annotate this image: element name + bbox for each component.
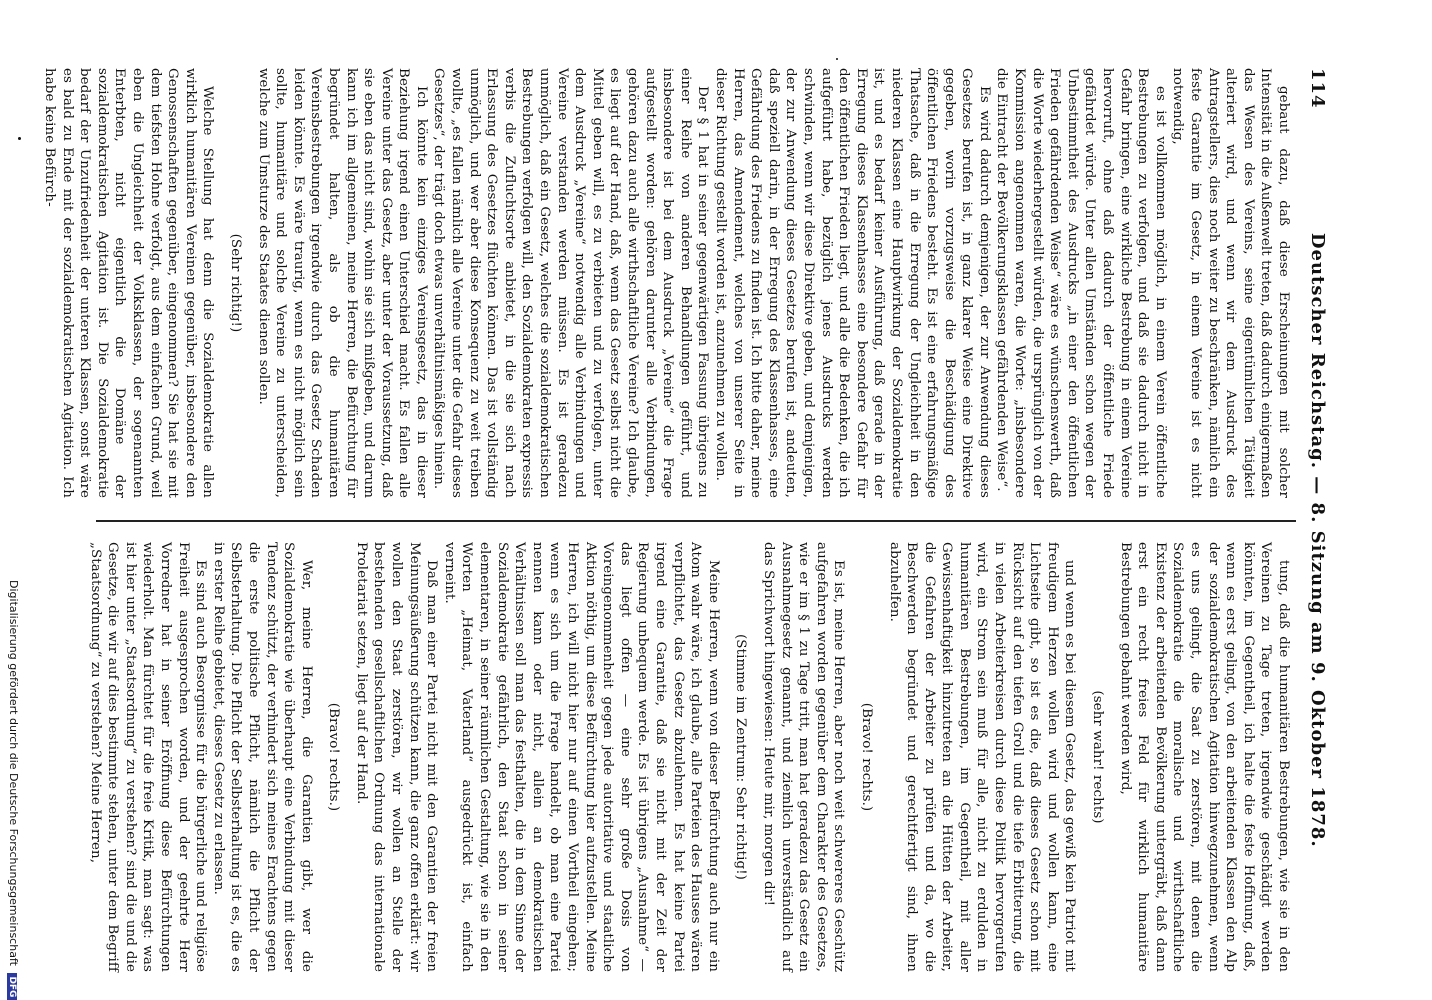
running-title: Deutscher Reichstag. — 8. Sitzung am 9. Oktober 1878. xyxy=(1307,232,1329,848)
paragraph: tung, daß die humanitären Bestrebungen, wie sie in den Vereinen zu Tage treten, irgendwie geschädigt werden könnten, im Gegentheil, ich halte die feste Hoffnung, daß, wenn es erst gelingt, von den arbeitenden Klassen den Alp der sozialdemokratischen Agitation hinwegzunehmen, wenn es uns gelingt, die Saat zu zerstören, mit denen die Sozialdemokratie die moralische und wirthschaftliche Existenz der arbeitenden Bevölkerung untergräbt, daß dann erst ein recht freies Feld für wirklich humanitäre Bestrebungen gebahnt werden wird, xyxy=(1117,542,1291,972)
right-column xyxy=(87,542,1292,972)
interjection: (sehr wahr! rechts) xyxy=(1090,690,1106,824)
dfg-logo: DFG xyxy=(7,973,17,1000)
paragraph: Der § 1 hat in seiner gegenwärtigen Fassung übrigens zu einer Reihe von anderen Behandlungen geführt, und insbesondere ist bei dem Ausdruck „Vereine“ die Frage aufgestellt worden: gehören darunter alle Verbindungen, gehören dazu auch alle wirthschaftliche Vereine? Ich glaube, es liegt auf der Hand, daß, wenn das Gesetz selbst nicht die Mittel geben will, es zu verbieten und zu verfolgen, unter dem Ausdruck „Vereine“ notwendig alle Verbindungen und Vereine verstanden werden müssen. Es ist geradezu unmöglich, daß ein Gesetz, welches die sozialdemokratischen Bestrebungen verfolgen will, den Sozialdemokraten expressis verbis die Zufluchtsorte anbietet, in die sie sich nach Erlassung des Gesetzes flüchten können. Das ist vollständig unmöglich, und wer aber diese Konsequenz zu weit treiben wollte, „es fallen nämlich alle Vereine unter die Gefahr dieses Gesetzes“, der trägt doch etwas unverhältnismäßiges hinein. xyxy=(431,68,711,498)
page-header xyxy=(1304,68,1332,972)
paragraph: Es sind auch Besorgnisse für die bürgerliche und religiöse Freiheit ausgesprochen worden, und der geehrte Herr Vorredner hat in seiner Eröffnung diese Befürchtungen wiederholt. Man fürchtet für die freie Kritik, man sagt: was ist hier unter „Staatsordnung“ zu verstehen? sind die und die Gesetze, die wir auf dies bestimmte stehen, unter dem Begriff „Staatsordnung“ zu verstehen? Meine Herren, xyxy=(87,542,209,972)
column-divider xyxy=(96,520,1296,522)
paragraph: Es wird dadurch demjenigen, der zur Anwendung dieses Gesetzes berufen ist, in ganz klarer Weise eine Direktive gegeben, worin vorzugsweise die Beschädigung des öffentlichen Friedens besteht. Es ist eine erfahrungsmäßige Thatsache, daß in die Erregung der Ungleichheit in den niederen Klassen eine Hauptwirkung der Sozialdemokratie ist, und es bedarf keiner Ausführung, daß gerade in der Erregung dieses Klassenhasses eine besondere Gefahr für den öffentlichen Frieden liegt, und alle die Bedenken, die ich aufgeführt habe, bezüglich jenes Ausdrucks werden schwinden, wenn wir diese Direktive geben, und demjenigen, der zur Anwendung dieses Gesetzes berufen ist, andeuten, daß speziell darin, in der Erregung des Klassenhasses, eine Gefährdung des Friedens zu finden ist. Ich bitte daher, meine Herren, das Amendement, welches von unserer Seite in dieser Richtung gestellt worden ist, anzunehmen zu wollen. xyxy=(713,68,992,498)
scan-speck xyxy=(18,137,21,140)
paragraph: Wer, meine Herren, die Garantien gibt, wer die Sozialdemokratie wie überhaupt eine Verbindung mit dieser Tendenz schützt, der verhindert sich meines Erachtens gegen die erste politische Pflicht, nämlich die Pflicht der Selbsterhaltung. Die Pflicht der Selbsterhaltung ist es, die es in erster Reihe gebietet, dieses Gesetz zu erlassen. xyxy=(210,542,314,972)
rotated-page-content xyxy=(42,68,1332,972)
interjection: (Bravo! rechts.) xyxy=(326,702,342,812)
scanned-page xyxy=(42,68,1332,972)
paragraph: und wenn es bei diesem Gesetz, das gewiß kein Patriot mit freudigem Herzen wollen wird und wollen kann, eine Lichtseite gibt, so ist es die, daß dieses Gesetz schon mit Rücksicht auf den tiefen Groll und die tiefe Erbitterung, die in vielen Arbeiterkreisen durch diese Politik hervorgerufen wird, ein Strom sein muß für alle, nicht zu erdulden in humanitären Bestrebungen, im Gegentheil, mit aller Gewissenhaftigkeit hinzutreten an die Hütten der Arbeiter, die Gefahren der Arbeiter zu prüfen und da, wo die Beschwerden begründet und gerechtfertigt sind, ihnen abzuhelfen. xyxy=(886,542,1078,972)
interjection: (Stimme im Zentrum: Sehr richtig!) xyxy=(733,633,749,881)
left-column xyxy=(42,68,1292,498)
scan-speck xyxy=(836,58,838,60)
paragraph: gebaut dazu, daß diese Erscheinungen mit solcher Intensität in die Außenwelt treten, daß dadurch einigermaßen das Wesen des Vereins, seine eigentümlichen Tätigkeit alteriert wird, und wenn wir dem Ausdruck des Antragstellers, dies noch weiter zu beschränken, nämlich ein feste Garantie im Gesetz, in einem Vereine ist es nicht notwendig, xyxy=(1170,68,1291,498)
paragraph: Welche Stellung hat denn die Sozialdemokratie allen wirklich humanitären Vereinen gegenüber, insbesondere den Genossenschaften gegenüber, eingenommen? Sie hat sie mit dem tiefsten Hohne verfolgt, aus dem einfachen Grund, weil eben die Ungleichheit der Volksklassen, der sogenannten Enterbten, nicht eigentlich die Domäne der sozialdemokratischen Agitation ist. Die Sozialdemokratie bedarf der Unzufriedenheit der unteren Klassen, sonst wäre es bald zu Ende mit der sozialdemokratischen Agitation. Ich habe keine Befürch- xyxy=(42,68,216,498)
digitization-footer xyxy=(0,580,22,1000)
interjection: (Bravo! rechts.) xyxy=(858,702,874,812)
paragraph: Meine Herren, wenn von dieser Befürchtung auch nur ein Atom wahr wäre, ich glaube, alle Parteien des Hauses wären verpflichtet, das Gesetz abzulehnen. Es hat keine Partei irgend eine Garantie, daß sie nicht mit der Zeit der Regierung unbequem werde. Es ist übrigens „Ausnahme“ — das liegt offen — eine sehr große Dosis von Voreingenommenheit gegen jede autoritative und staatliche Aktion nöthig, um diese Befürchtung hier aufzustellen. Meine Herren, ich will nicht hier nur auf einen Vortheil eingehen; wenn es sich um die Frage handelt, ob man eine Partei nennen kann oder nicht, allein an demokratischen Verhältnissen soll man das festhalten, die in dem Sinne der Sozialdemokratie gefährlich, den Staat schon in seiner elementaren, in seiner räumlichen Gestaltung, wie sie in den Worten „Heimat, Vaterland“ ausgedrückt ist, einfach verneint. xyxy=(441,542,721,972)
interjection: (Sehr richtig!) xyxy=(227,233,243,333)
digitization-note: Digitalisierung gefördert durch die Deutsche Forschungsgemeinschaft xyxy=(7,580,20,966)
paragraph: es ist vollkommen möglich, in einem Verein öffentliche Bestrebungen zu verfolgen, und daß sie dadurch nicht in Gefahr bringen, eine wirkliche Bestrebung in einem Vereine hervorruft, ohne daß dadurch der öffentliche Friede gefährdet würde. Unter allen Umständen schon wegen der Unbestimmtheit des Ausdrucks „in einer den öffentlichen Frieden gefährdenden Weise“ wäre es wünschenswerth, daß die Worte wiederhergestellt würden, die ursprünglich von der Kommission angenommen waren, die Worte: „insbesondere die Eintracht der Bevölkerungsklassen gefährdenden Weise“. xyxy=(994,68,1168,498)
page-number: 114 xyxy=(1307,68,1329,109)
paragraph: Es ist, meine Herren, aber noch weit schwereres Geschütz aufgefahren worden gegenüber dem Charakter des Gesetzes, wie er im § 1 zu Tage tritt, man hat geradezu das Gesetz ein Ausnahmegesetz genannt, und ziemlich unverständlich auf das Sprichwort hingewiesen: Heute mir, morgen dir! xyxy=(760,542,847,972)
paragraph: Daß man einer Partei nicht mit den Garantien der freien Meinungsäußerung schützen kann, die ganz offen erklärt: wir wollen den Staat zerstören, wir wollen an Stelle der bestehenden gesellschaftlichen Ordnung das internationale Proletariat setzen, liegt auf der Hand. xyxy=(353,542,440,972)
paragraph: Ich könnte kein einziges Vereinsgesetz, das in dieser Beziehung irgend einen Unterschied macht. Es fallen alle Vereine unter das Gesetz, aber unter der Voraussetzung, daß sie eben das nicht sind, wohin sie sich mißgeben, und darum kann ich im allgemeinen, meine Herren, die Befürchtung für begründet halten, als ob die humanitären Vereinsbestrebungen irgendwie durch das Gesetz Schaden leiden könnte. Es wäre traurig, wenn es nicht möglich sein sollte, humanitäre und solche Vereine zu unterscheiden, welche zum Umsturze des Staates dienen sollen. xyxy=(255,68,429,498)
